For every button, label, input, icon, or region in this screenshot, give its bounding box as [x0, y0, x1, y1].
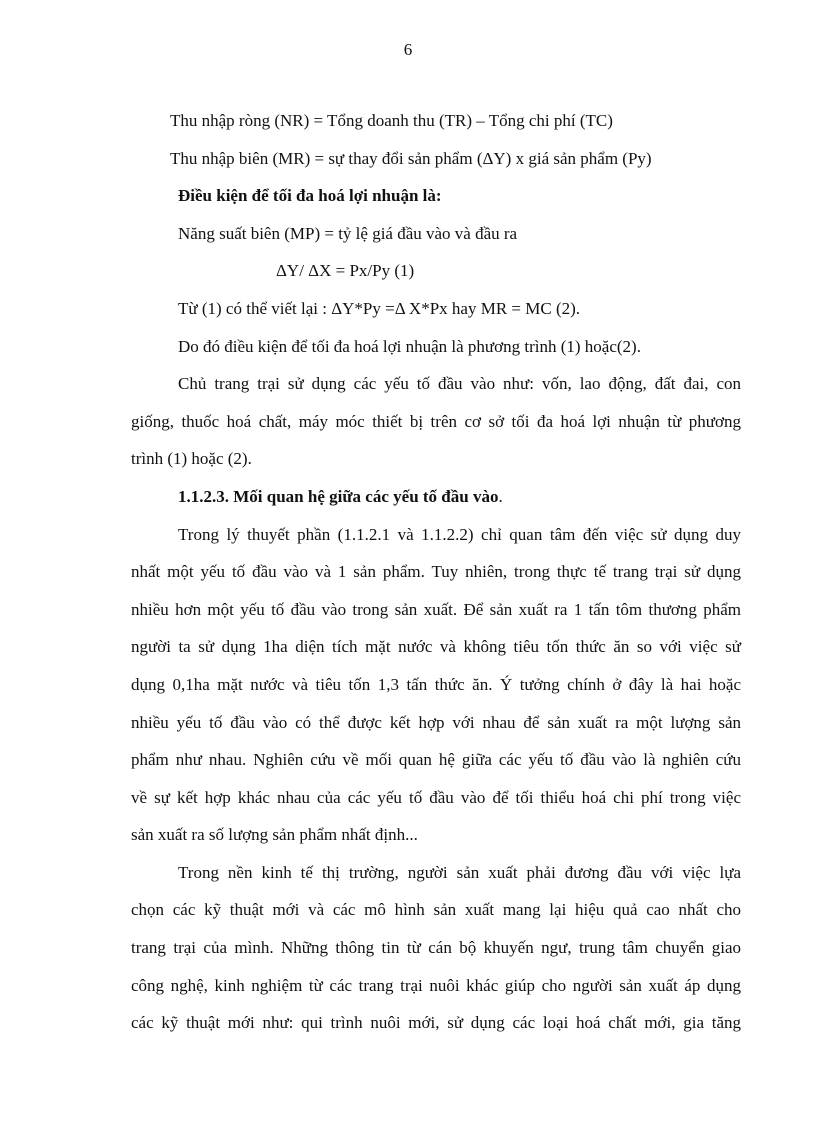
paragraph-line: chọn các kỹ thuật mới và các mô hình sản xuất mang lại hiệu quả cao nhất cho [131, 900, 741, 920]
paragraph-line: nhiều hơn một yếu tố đầu vào trong sản xuất. Để sản xuất ra 1 tấn tôm thương phẩm [131, 599, 741, 619]
paragraph-line: phẩm như nhau. Nghiên cứu về mối quan hệ giữa các yếu tố đầu vào là nghiên cứu [131, 750, 741, 770]
paragraph-line: người ta sử dụng 1ha diện tích mặt nước và không tiêu tốn thức ăn so với việc sử [131, 637, 741, 657]
mp-definition-line: Năng suất biên (MP) = tỷ lệ giá đầu vào và đầu ra [178, 223, 518, 243]
paragraph-line: trang trại của mình. Những thông tin từ cán bộ khuyến ngư, trung tâm chuyển giao [131, 938, 741, 958]
nr-definition-line: Thu nhập ròng (NR) = Tổng doanh thu (TR) – Tổng chi phí (TC) [170, 111, 613, 130]
paragraph-market [131, 854, 741, 1042]
paragraph-line: nhiều yếu tố đầu vào có thể được kết hợp với nhau để sản xuất ra một lượng sản [131, 712, 741, 732]
paragraph-line: giống, thuốc hoá chất, máy móc thiết bị trên cơ sở tối đa hoá lợi nhuận từ phương [131, 411, 741, 431]
section-heading-period: . [498, 486, 503, 506]
section-heading-title: 1.1.2.3. Mối quan hệ giữa các yếu tố đầu vào [178, 486, 499, 506]
mr-definition-line: Thu nhập biên (MR) = sự thay đổi sản phẩm (ΔY) x giá sản phẩm (Py) [170, 148, 652, 168]
paragraph-line: dụng 0,1ha mặt nước và tiêu tốn 1,3 tấn thức ăn. Ý tưởng chính ở đây là hai hoặc [131, 674, 741, 694]
paragraph-line: Chủ trang trại sử dụng các yếu tố đầu vào như: vốn, lao động, đất đai, con [178, 374, 741, 394]
paragraph-owner [131, 365, 741, 478]
paragraph-line: về sự kết hợp khác nhau của các yếu tố đầu vào để tối thiểu hoá chi phí trong việc [131, 787, 741, 807]
paragraph-line: sản xuất ra số lượng sản phẩm nhất định... [131, 825, 418, 845]
paragraph-line: Trong nền kinh tế thị trường, người sản xuất phải đương đầu với việc lựa [178, 862, 741, 882]
conclusion-line: Do đó điều kiện để tối đa hoá lợi nhuận là phương trình (1) hoặc(2). [178, 336, 641, 356]
paragraph-line: nhất một yếu tố đầu vào và 1 sản phẩm. Tuy nhiên, trong thực tế trang trại sử dụng [131, 562, 741, 582]
page-number: 6 [403, 40, 413, 59]
page-content [131, 102, 741, 1042]
condition-heading: Điều kiện để tối đa hoá lợi nhuận là: [178, 186, 442, 206]
paragraph-line: Trong lý thuyết phần (1.1.2.1 và 1.1.2.2) chỉ quan tâm đến việc sử dụng duy [178, 524, 741, 544]
paragraph-theory [131, 516, 741, 854]
paragraph-line: công nghệ, kinh nghiệm từ các trang trại nuôi khác giúp cho người sản xuất áp dụng [131, 975, 741, 995]
formula-2-line: Từ (1) có thể viết lại : ΔY*Py =Δ X*Px hay MR = MC (2). [178, 298, 581, 318]
paragraph-line: trình (1) hoặc (2). [131, 449, 252, 469]
formula-1: ΔY/ ΔX = Px/Py (1) [276, 261, 415, 281]
section-heading [131, 478, 741, 516]
paragraph-line: các kỹ thuật mới như: qui trình nuôi mới, sử dụng các loại hoá chất mới, gia tăng [131, 1013, 741, 1033]
